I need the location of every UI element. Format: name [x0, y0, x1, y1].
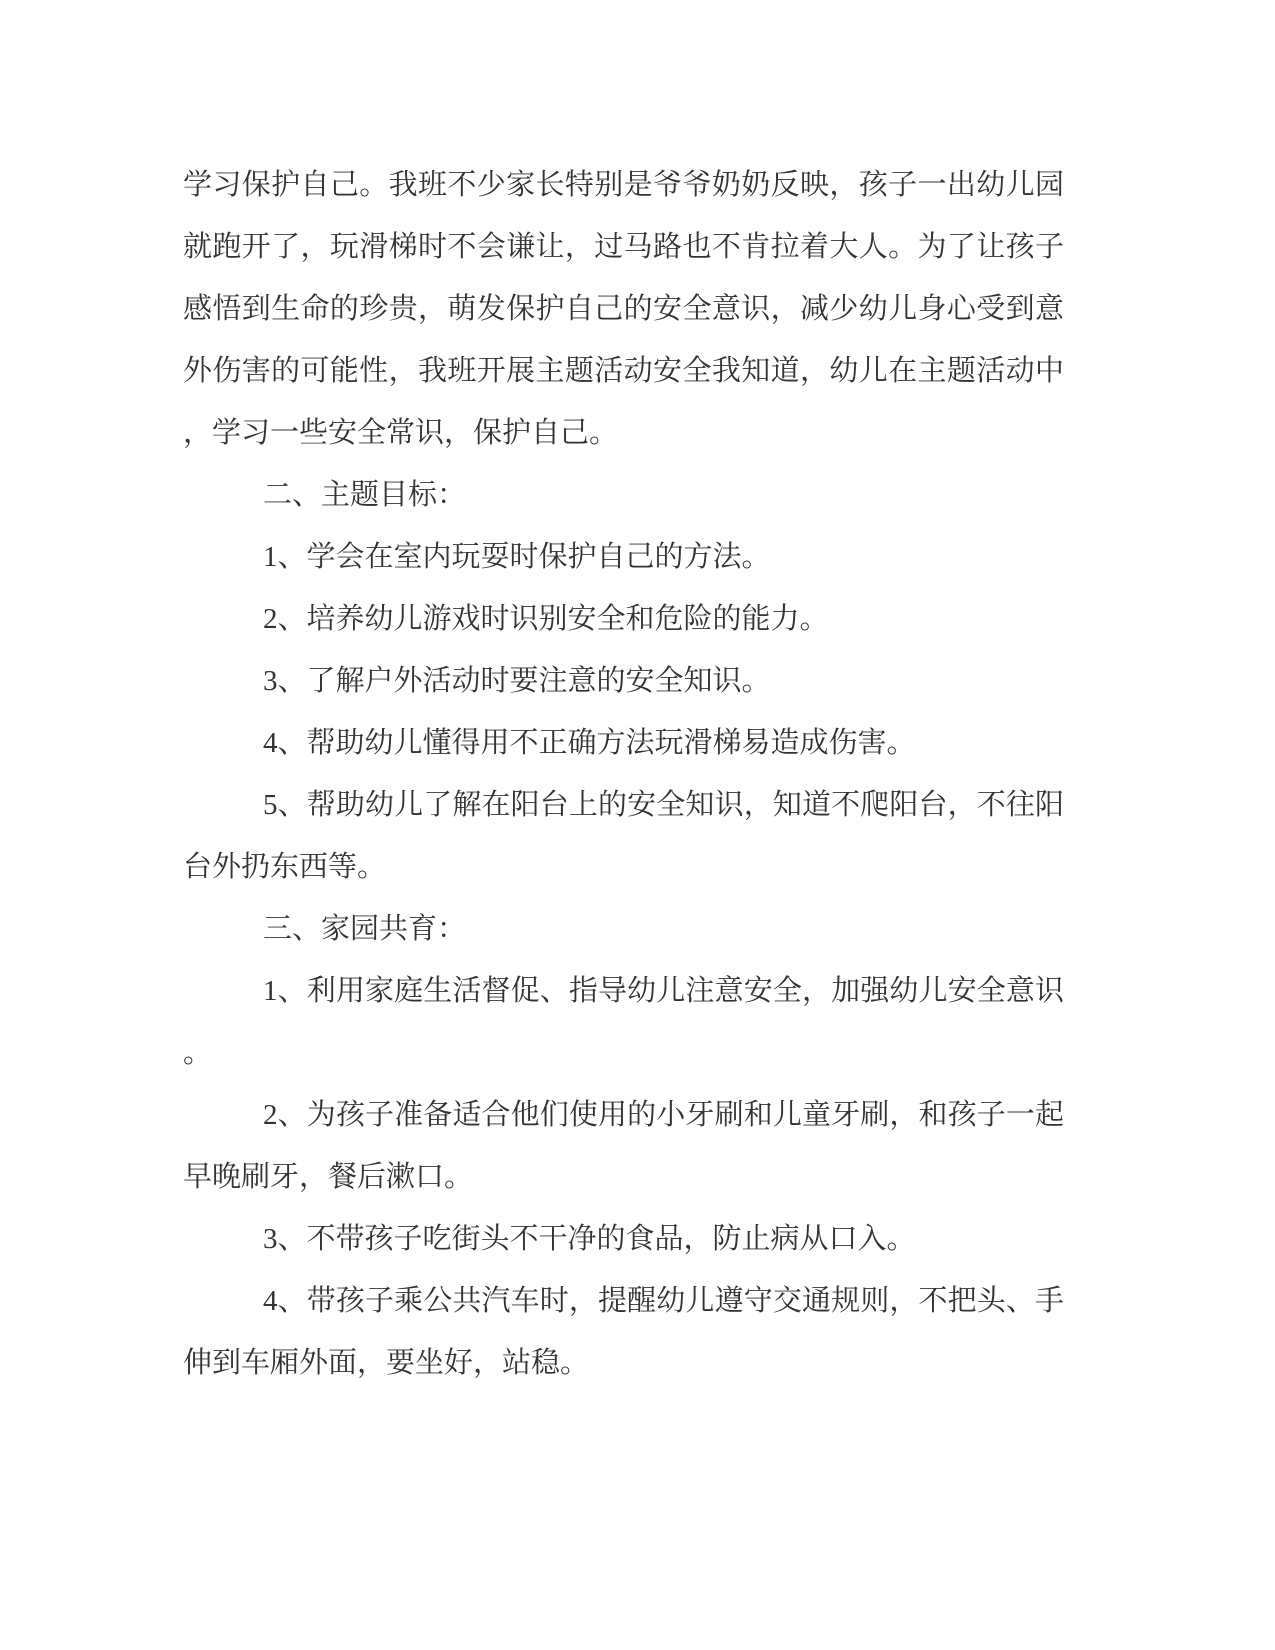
text-line: 感悟到生命的珍贵，萌发保护自己的安全意识，减少幼儿身心受到意 — [183, 293, 1064, 325]
list-item: 3、不带孩子吃街头不干净的食品，防止病从口入。 — [263, 1223, 916, 1255]
list-item: 4、带孩子乘公共汽车时，提醒幼儿遵守交通规则，不把头、手 — [263, 1285, 1064, 1317]
list-item: 2、培养幼儿游戏时识别安全和危险的能力。 — [263, 603, 829, 635]
list-item: 1、学会在室内玩耍时保护自己的方法。 — [263, 541, 771, 573]
document-text-block — [183, 154, 1064, 1394]
text-line: 。 — [183, 1037, 213, 1069]
text-line: 外伤害的可能性，我班开展主题活动安全我知道，幼儿在主题活动中 — [183, 355, 1064, 387]
text-line: 学习保护自己。我班不少家长特别是爷爷奶奶反映，孩子一出幼儿园 — [183, 169, 1064, 201]
text-line: 早晚刷牙，餐后漱口。 — [183, 1161, 474, 1193]
text-line: 伸到车厢外面，要坐好，站稳。 — [183, 1347, 590, 1379]
text-line: 就跑开了，玩滑梯时不会谦让，过马路也不肯拉着大人。为了让孩子 — [183, 231, 1064, 263]
section-heading: 二、主题目标： — [263, 479, 467, 511]
section-heading: 三、家园共育： — [263, 913, 467, 945]
list-item: 1、利用家庭生活督促、指导幼儿注意安全，加强幼儿安全意识 — [263, 975, 1064, 1007]
text-line: 台外扔东西等。 — [183, 851, 387, 883]
list-item: 3、了解户外活动时要注意的安全知识。 — [263, 665, 771, 697]
list-item: 4、帮助幼儿懂得用不正确方法玩滑梯易造成伤害。 — [263, 727, 916, 759]
list-item: 2、为孩子准备适合他们使用的小牙刷和儿童牙刷，和孩子一起 — [263, 1099, 1064, 1131]
text-line: ，学习一些安全常识，保护自己。 — [183, 417, 619, 449]
list-item: 5、帮助幼儿了解在阳台上的安全知识，知道不爬阳台，不往阳 — [263, 789, 1064, 821]
